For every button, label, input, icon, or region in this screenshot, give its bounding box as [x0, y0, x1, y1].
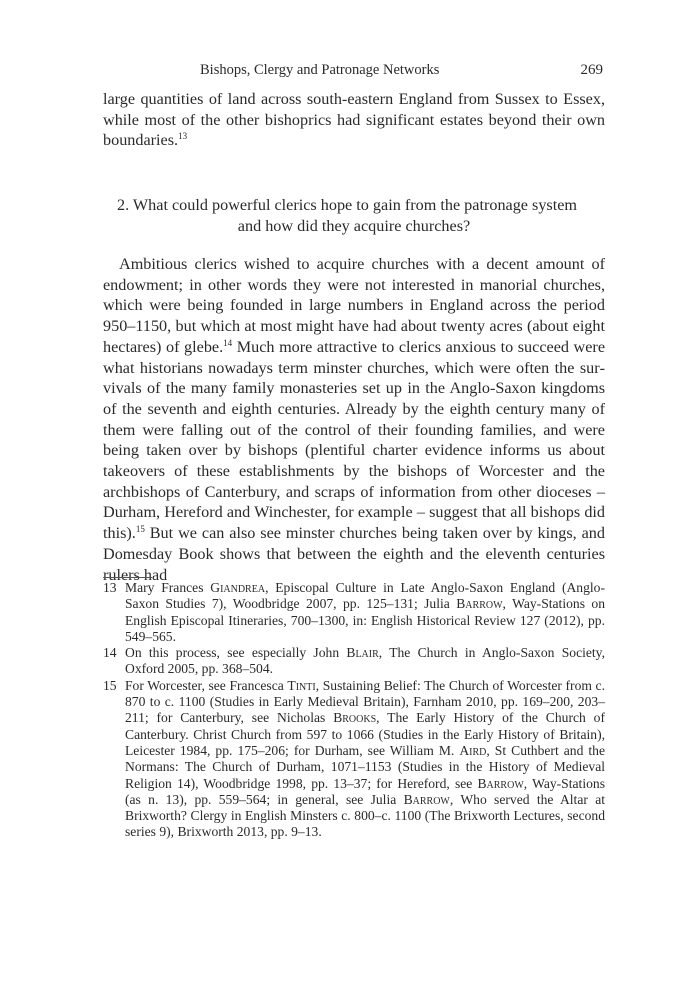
paragraph-text-part-1: Ambitious clerics wished to acquire churches with a decent amount of endowment; in other words they were not interested in manorial churches, which were being founded in large numbers in England across the period 950–1150, but which at most might have had about twenty acres (about eight hectares) of glebe.: [103, 255, 605, 356]
footnote-text: [125, 678, 605, 840]
footnote-number: 15: [103, 677, 117, 693]
footnote-ref-15[interactable]: 15: [135, 524, 145, 535]
footnote-14: [103, 645, 605, 678]
footnote-13: [103, 580, 605, 645]
author-surname: Barrow: [477, 775, 524, 791]
footnote-text-segment: On this process, see especially John: [125, 645, 347, 661]
running-title: Bishops, Clergy and Patronage Networks: [200, 62, 440, 78]
footnote-15: [103, 678, 605, 841]
author-surname: Tinti: [287, 677, 316, 693]
footnotes: [103, 580, 605, 841]
author-surname: Aird: [459, 742, 487, 758]
footnote-text-segment: , Way-Stations on English Episcopal Itineraries, 700–1300, in: English Historical Review 127 (2012), pp. 549–565.: [125, 596, 606, 644]
footnote-ref-13[interactable]: 13: [178, 131, 188, 142]
footnote-text: [125, 645, 605, 676]
footnote-text-segment: , Way-Stations (as n. 13), pp. 559–564; in general, see Julia: [125, 775, 605, 807]
section-heading: [103, 195, 605, 236]
footnote-text-segment: , The Early History of the Church of Canterbury. Christ Church from 597 to 1066 (Studies in the Early History of Britain), Leicester 1984, pp. 175–206; for Durham, see William M.: [125, 710, 605, 758]
author-surname: Barrow: [403, 791, 450, 807]
paragraph-text: large quantities of land across south-eastern England from Sussex to Essex, while most of the other bishoprics had significant estates beyond their own boundaries.: [103, 90, 605, 150]
section-heading-line-1: 2. What could powerful clerics hope to gain from the patronage system: [117, 196, 578, 214]
footnote-text-segment: For Worcester, see Francesca: [125, 677, 288, 693]
paragraph-text-part-2: Much more attractive to clerics anxious to succeed were what historians nowadays term minster churches, which were often the survivals of the many family monasteries set up in the Anglo-Saxon kingdoms of the seventh and eighth centuries. Already by the eighth century many of them were falling out of the control of their founding families, and were being taken over by bishops (plentiful charter evidence informs us about takeovers of these establishments by the bishops of Worcester and the archbishops of Canterbury, and scraps of information from other dioceses – Durham, Hereford and Winchester, for example – suggest that all bishops did this).: [103, 337, 606, 543]
paragraph-ambitious-clerics: [103, 254, 605, 585]
footnote-separator: [103, 577, 152, 578]
footnote-text-segment: , Sustaining Belief: The Church of Worcester from c. 870 to c. 1100 (Studies in Early Medieval Britain), Farnham 2010, pp. 169–200, 203–211; for Canterbury, see Nicholas: [125, 677, 605, 726]
page-number: 269: [580, 62, 603, 78]
footnote-text-segment: , Episcopal Culture in Late Anglo-Saxon England (Anglo-Saxon Studies 7), Woodbridge 2007, pp. 125–131; Julia: [125, 580, 605, 612]
running-head: [103, 62, 605, 82]
footnote-number: 14: [103, 645, 117, 661]
footnote-text-segment: , The Church in Anglo-Saxon Society, Oxford 2005, pp. 368–504.: [125, 645, 605, 677]
author-surname: Barrow: [456, 596, 503, 612]
footnote-text-segment: , St Cuthbert and the Normans: The Church of Durham, 1071–1153 (Studies in the History of Medieval Religion 14), Woodbridge 1998, pp. 13–37; for Hereford, see: [125, 742, 606, 791]
footnote-number: 13: [103, 580, 117, 595]
footnote-text: [125, 580, 605, 644]
footnote-ref-14[interactable]: 14: [223, 337, 233, 348]
author-surname: Brooks: [333, 710, 377, 726]
footnote-text-segment: Mary Frances: [125, 580, 211, 595]
author-surname: Giandrea: [210, 580, 266, 595]
paragraph-text-part-3: But we can also see minster churches being taken over by kings, and Domesday Book shows that between the eighth and the eleventh centuries rulers had: [103, 524, 605, 584]
author-surname: Blair: [346, 645, 379, 661]
footnote-text-segment: , Who served the Altar at Brixworth? Clergy in English Minsters c. 800–c. 1100 (The Brixworth Lectures, second series 9), Brixworth 2013, pp. 9–13.: [125, 791, 606, 840]
paragraph-continuation: [103, 89, 605, 151]
section-heading-line-2: and how did they acquire churches?: [237, 216, 471, 235]
